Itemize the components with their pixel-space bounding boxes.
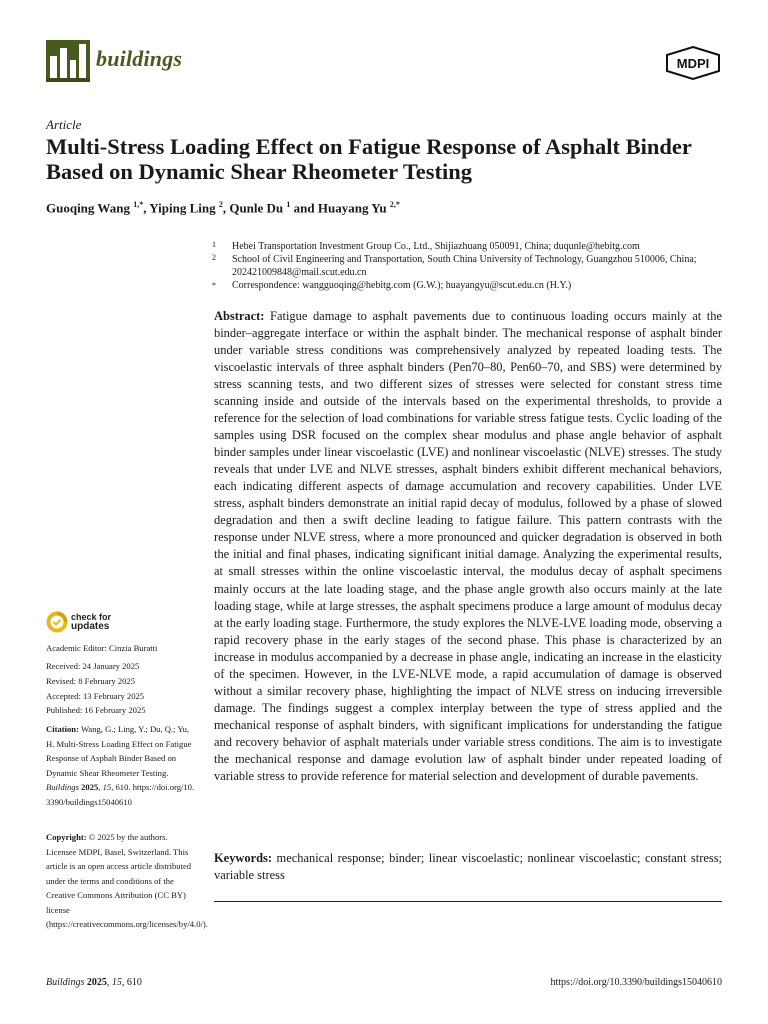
footer-doi-link[interactable]: https://doi.org/10.3390/buildings15040610 xyxy=(550,977,722,988)
affiliation-mark: 2 xyxy=(212,253,216,262)
author-name: Yiping Ling xyxy=(149,200,219,216)
revised-date: Revised: 8 February 2025 xyxy=(46,676,136,686)
affiliation-text: Correspondence: wangguoqing@hebitg.com (G.W.); huayangyu@scut.edu.cn (H.Y.) xyxy=(232,280,572,291)
author-name: Qunle Du xyxy=(229,200,287,216)
accepted-date: Accepted: 13 February 2025 xyxy=(46,691,145,701)
affiliation-1 xyxy=(212,240,732,253)
author-affiliation-mark: 1 xyxy=(286,200,291,209)
published-date: Published: 16 February 2025 xyxy=(46,705,146,715)
citation-doi-link[interactable]: https://doi.org/10.3390/buildings15040610 xyxy=(46,782,195,807)
citation-volume: 15 xyxy=(102,782,112,792)
author-affiliation-mark: 1,* xyxy=(133,200,144,209)
section-divider xyxy=(214,901,722,902)
footer-volume: 15 xyxy=(111,977,122,988)
author-separator: , xyxy=(222,200,230,216)
affiliation-text: Hebei Transportation Investment Group Co., Ltd., Shijiazhuang 050091, China; duqunle@hebitg.com xyxy=(232,241,640,252)
affiliation-mark: 1 xyxy=(212,240,216,249)
citation-journal: Buildings xyxy=(46,782,79,792)
check-for-label: check for xyxy=(71,612,112,622)
keywords xyxy=(214,850,722,884)
keywords-label: Keywords: xyxy=(214,851,273,865)
copyright-block xyxy=(46,830,208,932)
journal-name: buildings xyxy=(96,46,183,71)
citation-text: Wang, G.; Ling, Y.; Du, Q.; Yu, H. Multi-Stress Loading Effect on Fatigue Response of Asphalt Binder Based on Dynamic Shear Rheometer Testing. xyxy=(46,724,192,778)
citation-year: 2025 xyxy=(81,782,99,792)
keywords-text: mechanical response; binder; linear viscoelastic; nonlinear viscoelastic; constant stress; variable stress xyxy=(214,851,722,883)
journal-logo xyxy=(46,40,90,82)
abstract-label: Abstract: xyxy=(214,309,265,323)
citation-pages: , 610. xyxy=(111,782,131,792)
article-type: Article xyxy=(46,117,82,132)
copyright-label: Copyright: xyxy=(46,832,87,842)
affiliation-text: School of Civil Engineering and Transportation, South China University of Technology, Guangzhou 510006, China; 202421009848@mail.scut.edu.cn xyxy=(232,254,697,278)
author-name: Guoqing Wang xyxy=(46,200,134,216)
copyright-text: © 2025 by the authors. Licensee MDPI, Basel, Switzerland. This article is an open access article distributed under the terms and conditions of the Creative Commons Attribution (CC BY) license (https://creativecommons.org/licenses/by/4.0/). xyxy=(46,832,208,929)
received-date: Received: 24 January 2025 xyxy=(46,661,140,671)
publisher-name: MDPI xyxy=(676,56,710,71)
abstract-text: Fatigue damage to asphalt pavements due to continuous loading occurs mainly at the binder–aggregate interface or within the asphalt binder. The mechanical response of asphalt binder under variable stress conditions was comprehensively analyzed by repeated loading tests. The viscoelastic intervals of three asphalt binders (Pen70–80, Pen60–70, and SBS) were determined by stress scanning tests, and two different sizes of stresses were selected for constant stress time scanning inside and outside of the intervals based on the experimental thresholds, to provide a reference for the selection of load combinations for variable stress fatigue tests. Cyclic loading of the samples using DSR focused on the complex shear modulus and phase angle behavior of asphalt binder samples under linear viscoelastic (LVE) and nonlinear viscoelastic (NLVE) stresses. The study reveals that under LVE and NLVE stresses, asphalt binders exhibit different mechanical behaviors, each indicating different aspects of damage accumulation and recovery capabilities. Under LVE stress, asphalt binders demonstrate an initial rapid decay of modulus, followed by a phase of slowed degradation and then a swift decline leading to fatigue failure. This pattern contrasts with the response under NLVE stress, where a more pronounced and quicker degradation is observed in both the initial and final phases, indicating significant initial damage. Analyzing the experimental results, at small stresses within the online viscoelastic interval, the modulus decay of asphalt specimens mainly occurs at the late loading stage, and the phase angle growth also occurs mainly at the late loading stage, while at large stresses, the asphalt specimens produce a large amount of modulus decay at the early loading stage. Furthermore, the study explores the NLVE-LVE loading mode, observing a rapid recovery phase in the early stages of the second phase. This phase is characterized by an increase in modulus accompanied by a decrease in phase angle, indicating an increase in the elasticity of the specimen. However, in the LVE-NLVE mode, a rapid accumulation of damage is observed without a similar recovery phase, highlighting the impact of NLVE stress on inducing irreversible damage. The findings suggest a complex interplay between the type of stress applied and the mechanical response of asphalt binders, with significant implications for understanding the fatigue and recovery behavior of asphalt materials under variable stress conditions. The aim is to investigate the mechanical response and damage evolution law of asphalt binder under repeated loading of variable stress to provide reference for material selection and development of durable pavements. xyxy=(214,309,722,783)
author-affiliation-mark: 2,* xyxy=(389,200,400,209)
academic-editor: Academic Editor: Cinzia Buratti xyxy=(46,643,158,653)
citation-label: Citation: xyxy=(46,724,79,734)
check-updates-icon xyxy=(46,611,68,633)
footer-journal: Buildings xyxy=(46,977,85,988)
article-title: Multi-Stress Loading Effect on Fatigue Response of Asphalt Binder Based on Dynamic Shear Rheometer Testing xyxy=(46,134,692,184)
author-name: Huayang Yu xyxy=(317,200,390,216)
affiliation-2 xyxy=(212,253,732,279)
updates-label: updates xyxy=(71,621,110,632)
author-affiliation-mark: 2 xyxy=(218,200,223,209)
footer-year: 2025 xyxy=(86,977,107,988)
citation-block: Citation: Wang, G.; Ling, Y.; Du, Q.; Yu, H. Multi-Stress Loading Effect on Fatigue Response of Asphalt Binder Based on Dynamic Shear Rheometer Testing. Buildings 2025, 15, 610. https://doi.org/10.3390/buildings15040610 xyxy=(46,724,195,807)
footer-page: , 610 xyxy=(121,977,142,988)
author-separator: and xyxy=(290,200,318,216)
author-list xyxy=(46,200,726,216)
footer-citation: Buildings 2025, 15, 610 xyxy=(46,977,142,988)
correspondence xyxy=(212,279,732,292)
check-for-updates-button[interactable] xyxy=(46,611,166,635)
author-separator: , xyxy=(143,200,150,216)
affiliation-mark: * xyxy=(212,281,216,290)
abstract xyxy=(214,308,722,785)
mdpi-logo xyxy=(664,46,722,80)
